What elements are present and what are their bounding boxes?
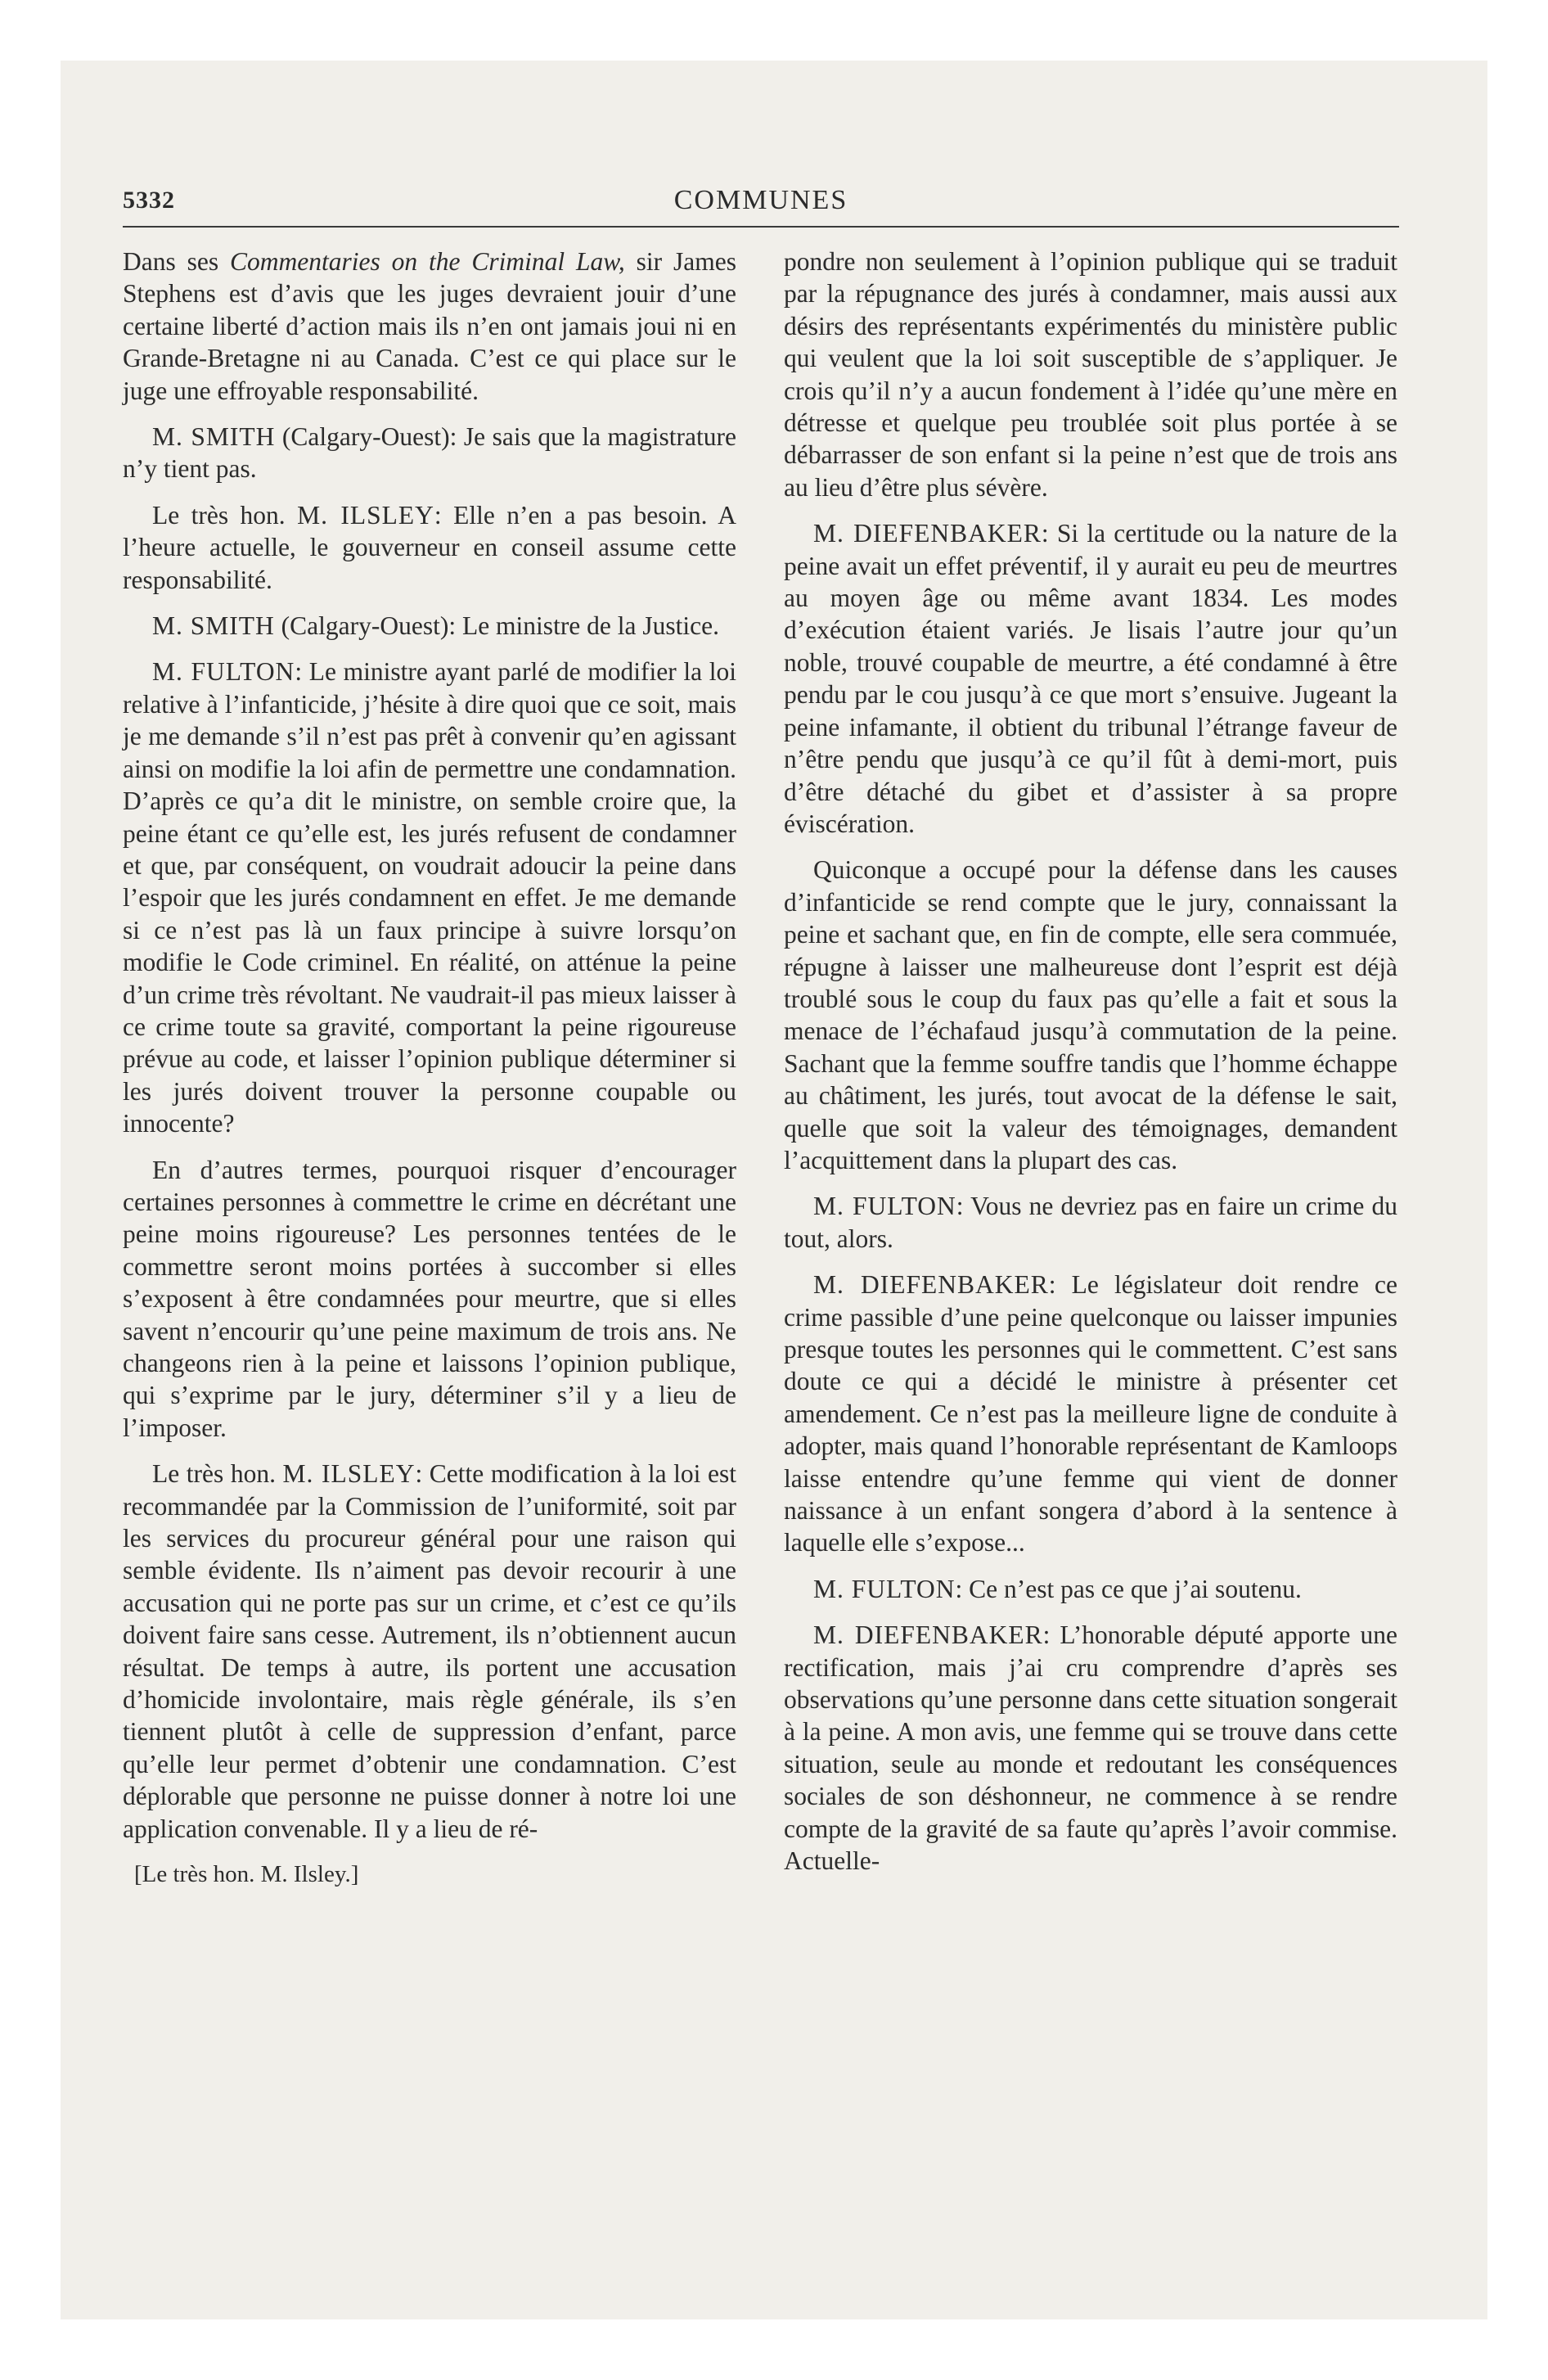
speaker-name: M. FULTON	[813, 1574, 956, 1603]
speech	[784, 517, 1397, 840]
speaker-name: M. DIEFENBAKER	[813, 1620, 1043, 1650]
speaker-name: M. ILSLEY	[297, 500, 434, 530]
speech-text: : L’honorable député apporte une rectification, mais j’ai cru comprendre d’après ses observations qu’une personne dans cette situation songerait à la peine. A mon avis, une femme qui se trouve dans cette situation, seule au monde et redoutant les conséquences sociales de son déshonneur, ne commence à se rendre compte de la gravité de sa faute qu’après l’avoir commise. Actuelle-	[784, 1620, 1397, 1876]
running-head: COMMUNES	[673, 185, 848, 215]
page-header	[123, 175, 1399, 224]
paragraph: En d’autres termes, pourquoi risquer d’encourager certaines personnes à commettre le crime en décrétant une peine moins rigoureuse? Les personnes tentées de le commettre seront moins portées à succomber si elles s’exposent à être condamnées pour meurtre, que si elles savent n’encourir qu’une peine maximum de trois ans. Ne changeons rien à la peine et laissons l’opinion publique, qui s’exprime par le jury, déterminer s’il y a lieu de l’imposer.	[123, 1155, 736, 1442]
speaker-name: M. DIEFENBAKER	[813, 1270, 1049, 1300]
speech-text: : Elle n’en a pas besoin. A l’heure actuelle, le gouverneur en conseil assume cette responsabilité.	[123, 500, 736, 594]
speech	[123, 610, 736, 642]
speech-text: : Le ministre ayant parlé de modifier la loi relative à l’infanticide, j’hésite à dire quoi que ce soit, mais je me demande s’il n’est pas prêt à convenir qu’en agissant ainsi on modifie la loi afin de permettre une condamnation. D’après ce qu’a dit le ministre, on semble croire que, la peine étant ce qu’elle est, les jurés refusent de condamner et que, par conséquent, on voudrait adoucir la peine dans l’espoir que les jurés condamnent en effet. Je me demande si ce n’est pas là un faux principe à suivre lorsqu’on modifie le Code criminel. En réalité, on atténue la peine d’un crime très révoltant. Ne vaudrait-il pas mieux laisser à ce crime toute sa gravité, comportant la peine rigoureuse prévue au code, et laisser l’opinion publique déterminer si les jurés doivent trouver la personne coupable ou innocente?	[123, 657, 736, 1138]
speech	[123, 499, 736, 596]
speech-text: : Ce n’est pas ce que j’ai soutenu.	[955, 1574, 1302, 1603]
paragraph: Quiconque a occupé pour la défense dans les causes d’infanticide se rend compte que le jury, connaissant la peine et sachant que, en fin de compte, elle sera commuée, répugne à laisser une malheureuse dont l’esprit est déjà troublé sous le coup du faux pas qu’elle a fait et sous la menace de l’échafaud jusqu’à commutation de la peine. Sachant que la femme souffre tandis que l’homme échappe au châtiment, les jurés, tout avocat de la défense le sait, quelle que soit la valeur des témoignages, demandent l’acquittement dans la plupart des cas.	[784, 855, 1397, 1174]
paragraph-text: sir James Stephens est d’avis que les juges devraient jouir d’une certaine liberté d’action mais ils n’en ont jamais joui ni en Grande-Bretagne ni au Canada. C’est ce qui place sur le juge une effroyable responsabilité.	[123, 247, 737, 405]
speech-text: Je sais que la magistrature n’y tient pas.	[123, 422, 736, 484]
speech	[784, 1269, 1397, 1559]
speech-text: : Vous ne devriez pas en faire un crime du tout, alors.	[784, 1192, 1398, 1253]
speaker-attribution: [Le très hon. M. Ilsley.]	[134, 1861, 359, 1888]
speaker-riding: (Calgary-Ouest):	[274, 611, 462, 641]
speech	[784, 1190, 1397, 1255]
speech	[123, 421, 736, 485]
speaker-name: M. SMITH	[152, 422, 276, 452]
speaker-riding: (Calgary-Ouest):	[275, 422, 464, 452]
paragraph	[123, 246, 736, 407]
speaker-name: M. DIEFENBAKER	[813, 519, 1042, 548]
paragraph-text: Dans ses	[123, 247, 230, 276]
page-number: 5332	[123, 187, 175, 214]
speaker-name: M. SMITH	[152, 611, 275, 641]
paragraph: pondre non seulement à l’opinion publique qui se traduit par la répugnance des jurés à condamner, mais aussi aux désirs des représentants expérimentés du ministère public qui veulent que la loi soit susceptible de s’appliquer. Je crois qu’il n’y a aucun fondement à l’idée qu’une mère en détresse et quelque peu troublée soit plus portée à se débarrasser de son enfant si la peine n’est que de trois ans au lieu d’être plus sévère.	[784, 247, 1397, 502]
speech-text: : Si la certitude ou la nature de la peine avait un effet préventif, il y aurait eu peu de meurtres au moyen âge ou même avant 1834. Les modes d’exécution étaient variés. Je lisais l’autre jour qu’un noble, trouvé coupable de meurtre, a été condamné à être pendu par le cou jusqu’à ce que mort s’ensuive. Jugeant la peine infamante, il obtient du tribunal l’étrange faveur de n’être pendu que jusqu’à ce qu’il fût à demi-mort, puis d’être détaché du gibet et d’assister à sa propre éviscération.	[784, 519, 1397, 838]
speech	[784, 1619, 1397, 1877]
speaker-name: M. FULTON	[813, 1192, 956, 1221]
speech-text: : Le législateur doit rendre ce crime passible d’une peine quelconque ou laisser impunies presque toutes les personnes qui le commettent. C’est sans doute ce qui a décidé le ministre à présenter cet amendement. Ce n’est pas la meilleure ligne de conduite à adopter, mais quand l’honorable représentant de Kamloops laisse entendre qu’une femme qui vient de donner naissance à un enfant songera d’abord à la sentence à laquelle elle s’expose...	[784, 1270, 1397, 1557]
speech	[123, 1458, 736, 1845]
right-column	[784, 246, 1397, 1891]
header-rule	[123, 226, 1399, 228]
speech-text: : Cette modification à la loi est recommandée par la Commission de l’uniformité, soit par les services du procureur général pour une raison qui semble évidente. Ils n’aiment pas devoir recourir à une accusation qui ne porte pas sur un crime, et c’est ce qu’ils doivent faire sans cesse. Autrement, ils n’obtiennent aucun résultat. De temps à autre, ils portent une accusation d’homicide involontaire, mais règle générale, ils s’en tiennent plutôt à celle de suppression d’enfant, parce qu’elle leur permet d’obtenir une condamnation. C’est déplorable que personne ne puisse donner à notre loi une application convenable. Il y a lieu de ré-	[123, 1459, 736, 1843]
speaker-prefix: Le très hon.	[152, 500, 298, 530]
speech	[784, 1573, 1397, 1605]
speech	[123, 656, 736, 1139]
speaker-name: M. FULTON	[152, 657, 295, 687]
left-column	[123, 246, 736, 1905]
speaker-name: M. ILSLEY	[282, 1459, 416, 1489]
book-title: Commentaries on the Criminal Law,	[229, 247, 625, 276]
speaker-prefix: Le très hon.	[152, 1459, 283, 1489]
speech-text: Le ministre de la Justice.	[461, 611, 719, 641]
